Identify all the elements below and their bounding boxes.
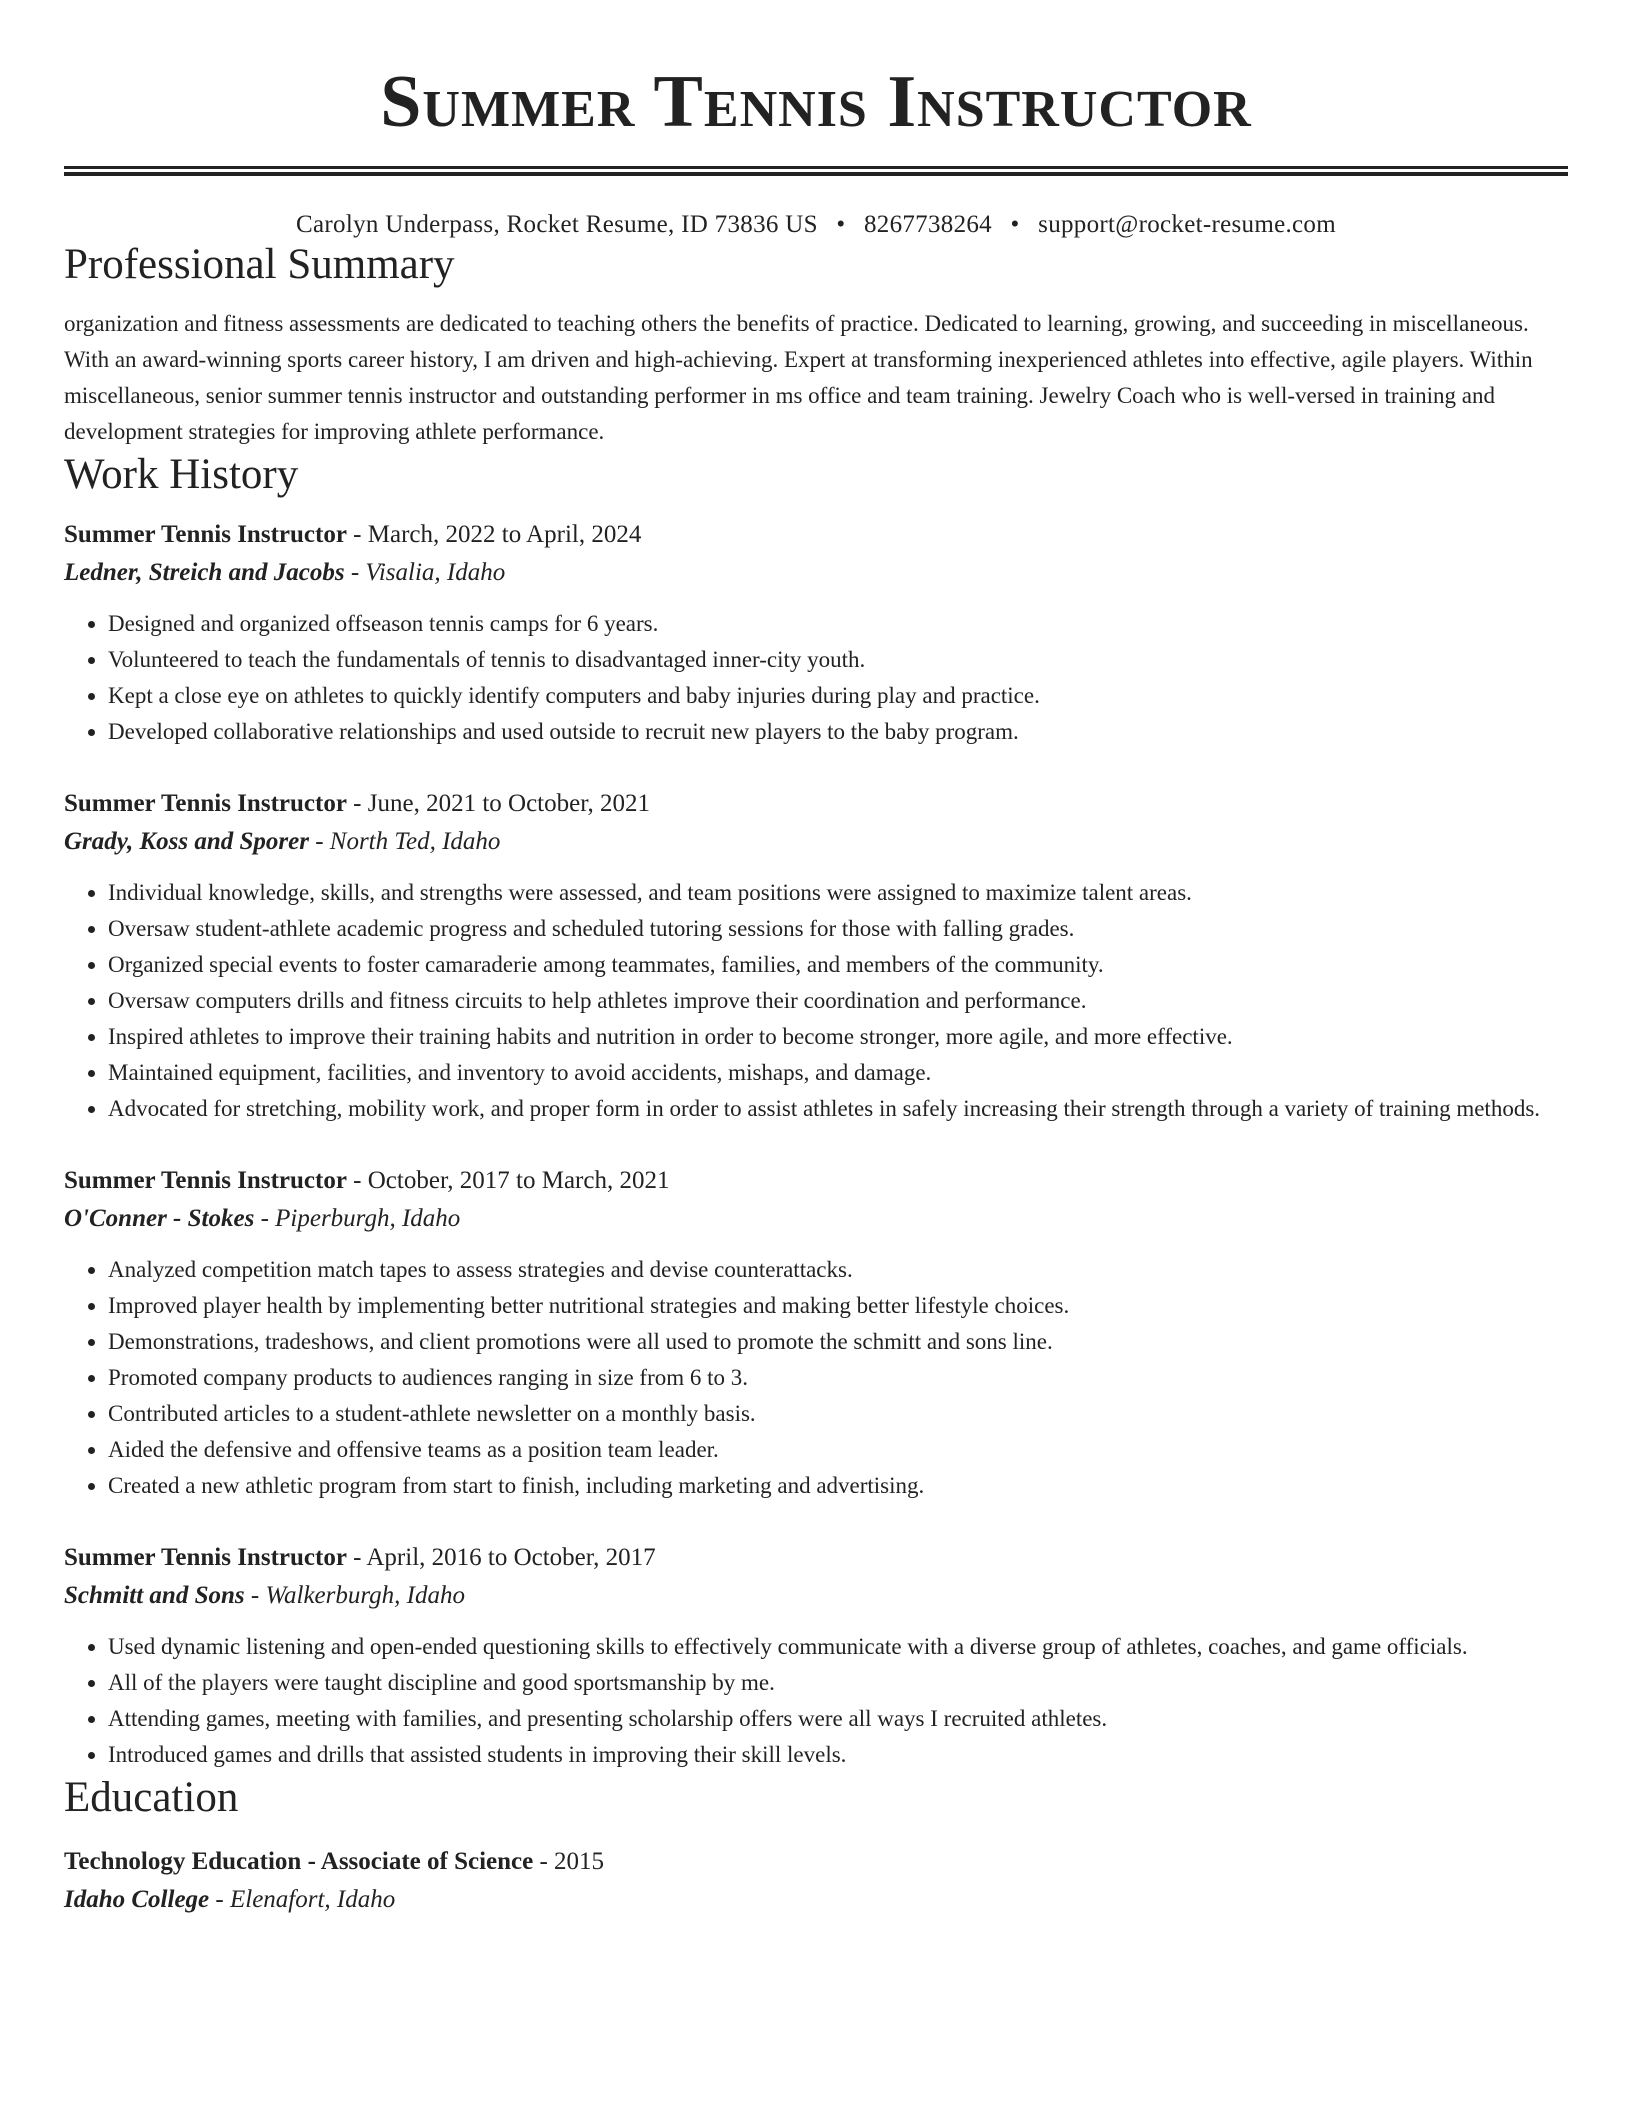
duties-list	[64, 606, 1568, 750]
contact-phone: 8267738264	[863, 211, 992, 238]
duty-item: • Contributed articles to a student-athlete newsletter on a monthly basis.	[108, 1396, 1568, 1432]
company-location: - Visalia, Idaho	[350, 559, 506, 586]
duty-item: • Analyzed competition match tapes to assess strategies and devise counterattacks.	[108, 1252, 1568, 1288]
duty-item: • Demonstrations, tradeshows, and client promotions were all used to promote the schmitt and sons line.	[108, 1324, 1568, 1360]
duty-item: • Advocated for stretching, mobility work, and proper form in order to assist athletes in safely increasing their strength through a variety of training methods.	[108, 1091, 1568, 1127]
contact-email: support@rocket-resume.com	[1038, 211, 1336, 238]
duty-item: • All of the players were taught discipline and good sportsmanship by me.	[108, 1665, 1568, 1701]
duties-list	[64, 875, 1568, 1127]
company-line	[64, 823, 1568, 861]
company-name: O'Conner - Stokes	[64, 1205, 255, 1232]
job-dates: - March, 2022 to April, 2024	[353, 521, 642, 548]
job-title-line	[64, 1539, 1568, 1577]
contact-line	[64, 210, 1568, 240]
duty-item: • Created a new athletic program from start to finish, including marketing and advertising.	[108, 1468, 1568, 1504]
job-title-line	[64, 1162, 1568, 1200]
job-entry	[64, 516, 1568, 750]
summary-heading: Professional Summary	[64, 241, 455, 288]
job-entry	[64, 785, 1568, 1127]
duty-item: • Promoted company products to audiences ranging in size from 6 to 3.	[108, 1360, 1568, 1396]
duty-item: • Used dynamic listening and open-ended questioning skills to effectively communicate with a diverse group of athletes, coaches, and game officials.	[108, 1629, 1568, 1665]
job-dates: - April, 2016 to October, 2017	[353, 1544, 656, 1571]
duty-item: • Improved player health by implementing better nutritional strategies and making better lifestyle choices.	[108, 1288, 1568, 1324]
company-line	[64, 554, 1568, 592]
job-dates: - October, 2017 to March, 2021	[353, 1167, 670, 1194]
duty-item: • Volunteered to teach the fundamentals of tennis to disadvantaged inner-city youth.	[108, 642, 1568, 678]
title-divider	[64, 166, 1568, 176]
duty-item: • Attending games, meeting with families, and presenting scholarship offers were all ways I recruited athletes.	[108, 1701, 1568, 1737]
summary-text: organization and fitness assessments are dedicated to teaching others the benefits of practice. Dedicated to learning, growing, and succeeding in miscellaneous. With an award-winning sports career history, I am driven and high-achieving. Expert at transforming inexperienced athletes into effective, agile players. Within miscellaneous, senior summer tennis instructor and outstanding performer in ms office and team training. Jewelry Coach who is well-versed in training and development strategies for improving athlete performance.	[64, 311, 1533, 444]
company-name: Schmitt and Sons	[64, 1582, 245, 1609]
duty-item: • Designed and organized offseason tennis camps for 6 years.	[108, 606, 1568, 642]
company-location: - Piperburgh, Idaho	[260, 1205, 461, 1232]
duty-item: • Maintained equipment, facilities, and inventory to avoid accidents, mishaps, and damage.	[108, 1055, 1568, 1091]
company-line	[64, 1577, 1568, 1615]
duty-item: • Introduced games and drills that assisted students in improving their skill levels.	[108, 1737, 1568, 1773]
job-entry	[64, 1162, 1568, 1504]
school-location: - Elenafort, Idaho	[215, 1886, 396, 1913]
degree-line	[64, 1843, 1568, 1881]
duty-item: • Inspired athletes to improve their training habits and nutrition in order to become stronger, more agile, and more effective.	[108, 1019, 1568, 1055]
job-title-line	[64, 785, 1568, 823]
duty-item: • Organized special events to foster camaraderie among teammates, families, and members of the community.	[108, 947, 1568, 983]
work-history-heading: Work History	[64, 451, 299, 498]
resume-title: Summer Tennis Instructor	[380, 61, 1252, 143]
company-location: - North Ted, Idaho	[315, 828, 501, 855]
degree-year: - 2015	[539, 1848, 605, 1875]
job-title: Summer Tennis Instructor	[64, 1167, 347, 1194]
job-title-line	[64, 516, 1568, 554]
contact-separator: •	[836, 211, 846, 238]
company-name: Grady, Koss and Sporer	[64, 828, 309, 855]
duty-item: • Individual knowledge, skills, and strengths were assessed, and team positions were assigned to maximize talent areas.	[108, 875, 1568, 911]
duty-item: • Developed collaborative relationships and used outside to recruit new players to the baby program.	[108, 714, 1568, 750]
education-heading: Education	[64, 1774, 239, 1821]
duties-list	[64, 1252, 1568, 1504]
duty-item: • Aided the defensive and offensive teams as a position team leader.	[108, 1432, 1568, 1468]
education-entry	[64, 1843, 1568, 1919]
company-line	[64, 1200, 1568, 1238]
contact-separator: •	[1010, 211, 1020, 238]
job-title: Summer Tennis Instructor	[64, 790, 347, 817]
degree-name: Technology Education - Associate of Science	[64, 1848, 534, 1875]
contact-address: Carolyn Underpass, Rocket Resume, ID 73836 US	[296, 211, 818, 238]
company-location: - Walkerburgh, Idaho	[250, 1582, 465, 1609]
school-line	[64, 1881, 1568, 1919]
duty-item: • Kept a close eye on athletes to quickly identify computers and baby injuries during play and practice.	[108, 678, 1568, 714]
job-dates: - June, 2021 to October, 2021	[353, 790, 651, 817]
job-title: Summer Tennis Instructor	[64, 1544, 347, 1571]
duty-item: • Oversaw student-athlete academic progress and scheduled tutoring sessions for those with falling grades.	[108, 911, 1568, 947]
company-name: Ledner, Streich and Jacobs	[64, 559, 345, 586]
duties-list	[64, 1629, 1568, 1773]
school-name: Idaho College	[64, 1886, 210, 1913]
job-title: Summer Tennis Instructor	[64, 521, 347, 548]
job-entry	[64, 1539, 1568, 1773]
duty-item: • Oversaw computers drills and fitness circuits to help athletes improve their coordination and performance.	[108, 983, 1568, 1019]
